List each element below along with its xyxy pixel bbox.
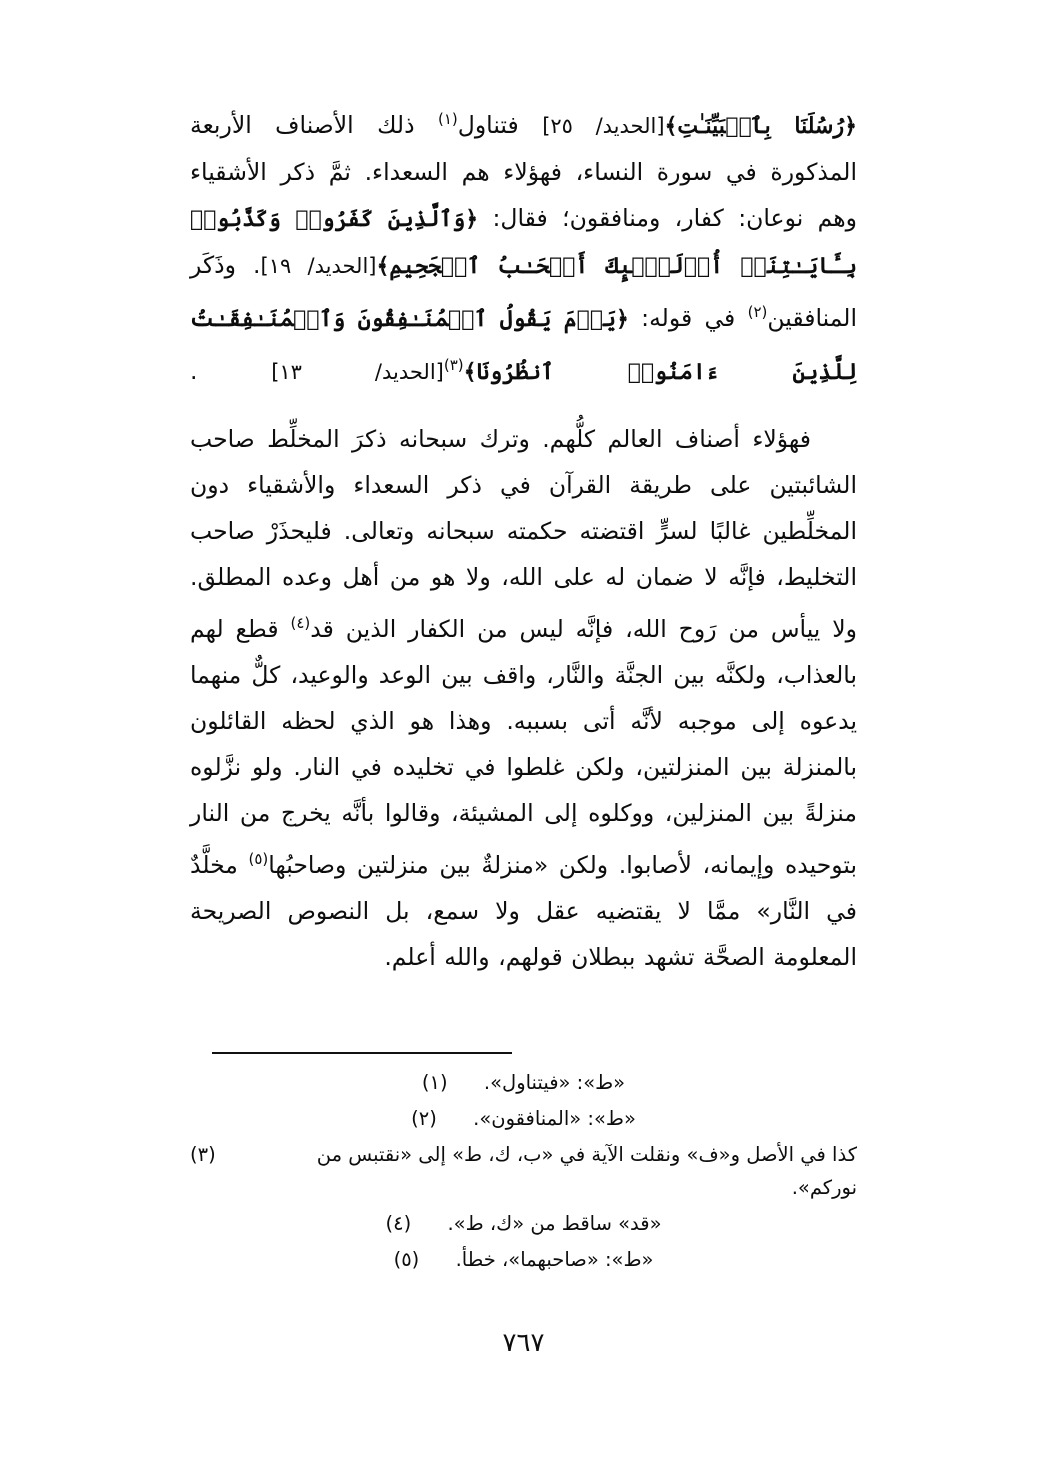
footnote-number: (٥) (393, 1248, 420, 1272)
footnote-gap (190, 986, 857, 1052)
footnote-item (190, 1138, 857, 1204)
body-span: قطع لهم بالعذاب، ولكنَّه بين الجنَّة والنَّار، واقف بين الوعد والوعيد، كلٌّ منهما يدعوه إلى موجبه لأنَّه أتى بسببه. وهذا هو الذي لحظه القائلون بالمنزلة بين المنزلتين، ولكن غلطوا في تخليده في النار. ولو نزَّلوه منزلةً بين المنزلين، ووكلوه إلى المشيئة، وقالوا بأنَّه يخرج من النار بتوحيده وإيمانه، لأصابوا. ولكن «منزلةٌ بين منزلتين وصاحبُها (190, 615, 857, 880)
footnote-marker-5: (٥) (248, 850, 269, 869)
quran-quote: ﴿وَٱلَّذِینَ كَفَرُوا۟ وَكَذَّبُوا۟ بِـَٔایَـٰتِنَاۤ أُو۟لَـٰۤىِٕكَ أَصۡحَـٰبُ ٱلۡجَحِیمِ﴾ (190, 205, 857, 279)
body-span: مخلَّدٌ في النَّار» ممَّا لا يقتضيه عقل ولا سمع، بل النصوص الصريحة المعلومة الصحَّة تشهد ببطلان قولهم، والله أعلم. (190, 851, 857, 972)
footnote-text: «ط»: «المنافقون». (473, 1107, 636, 1131)
footnote-marker-4: (٤) (290, 614, 311, 633)
footnote-separator (212, 1052, 512, 1054)
footnote-text: «ط»: «صاحبهما»، خطأ. (455, 1248, 654, 1272)
page-number: ٧٦٧ (502, 1328, 545, 1358)
footnote-text: كذا في الأصل و«ف» ونقلت الآية في «ب، ك، ط» إلى «نقتبس من نوركم». (316, 1143, 857, 1200)
quran-reference: [الحديد/ ١٣] (271, 359, 444, 384)
body-span: في قوله: (628, 303, 748, 332)
footnote-list (190, 1066, 857, 1276)
quran-quote: ﴿یَوۡمَ یَقُولُ ٱلۡمُنَـٰفِقُونَ وَٱلۡمُنَـٰفِقَـٰتُ لِلَّذِینَ ءَامَنُوا۟ ٱنظُرُونَا﴾ (190, 305, 857, 385)
footnote-marker-3: (٣) (443, 355, 464, 374)
footnote-marker-2: (٢) (747, 302, 768, 321)
footnote-number: (١) (421, 1071, 448, 1095)
body-span: ذلك الأصناف الأربعة المذكورة في سورة النساء، فهؤلاء هم السعداء. ثمَّ ذكر الأشقياء وهم نوعان: كفار، ومنافقون؛ فقال: (190, 110, 857, 232)
quran-reference: [الحديد/ ٢٥] (542, 113, 665, 138)
body-span: فهؤلاء أصناف العالم كلُّهم. وترك سبحانه ذكرَ المخلِّط صاحب الشائبتين على طريقة القرآن في ذكر السعداء والأشقياء دون المخلِّطين غالبًا لسرٍّ اقتضته حكمته سبحانه وتعالى. فليحذَرْ صاحب التخليط، فإنَّه لا ضمان له على الله، ولا هو من أهل وعده المطلق. ولا ييأس من رَوح الله، فإنَّه ليس من الكفار الذين قد (190, 425, 858, 644)
footnote-item (190, 1207, 857, 1240)
footnote-number: (٣) (190, 1143, 216, 1167)
body-span: . (190, 356, 272, 385)
paragraph-spacer (190, 400, 857, 416)
body-span: فتناول (457, 110, 543, 139)
quran-reference: [الحديد/ ١٩] (260, 253, 377, 278)
footnote-text: «ط»: «فيتناول». (483, 1071, 626, 1095)
footnote-marker-1: (١) (437, 110, 458, 128)
page-body (190, 96, 857, 980)
footnote-item (190, 1066, 857, 1099)
paragraph-2 (190, 416, 857, 980)
paragraph-1 (190, 96, 857, 394)
footnote-item (190, 1102, 857, 1135)
footnote-number: (٤) (385, 1212, 412, 1236)
footnote-item (190, 1243, 857, 1276)
quran-quote: ﴿رُسُلَنَا بِٱلۡبَیِّنَـٰتِ﴾ (664, 112, 857, 139)
footnote-number: (٢) (411, 1107, 437, 1131)
body-span: . وذَكَر المنافقين (190, 250, 857, 332)
footnote-text: «قد» ساقط من «ك، ط». (447, 1212, 662, 1236)
